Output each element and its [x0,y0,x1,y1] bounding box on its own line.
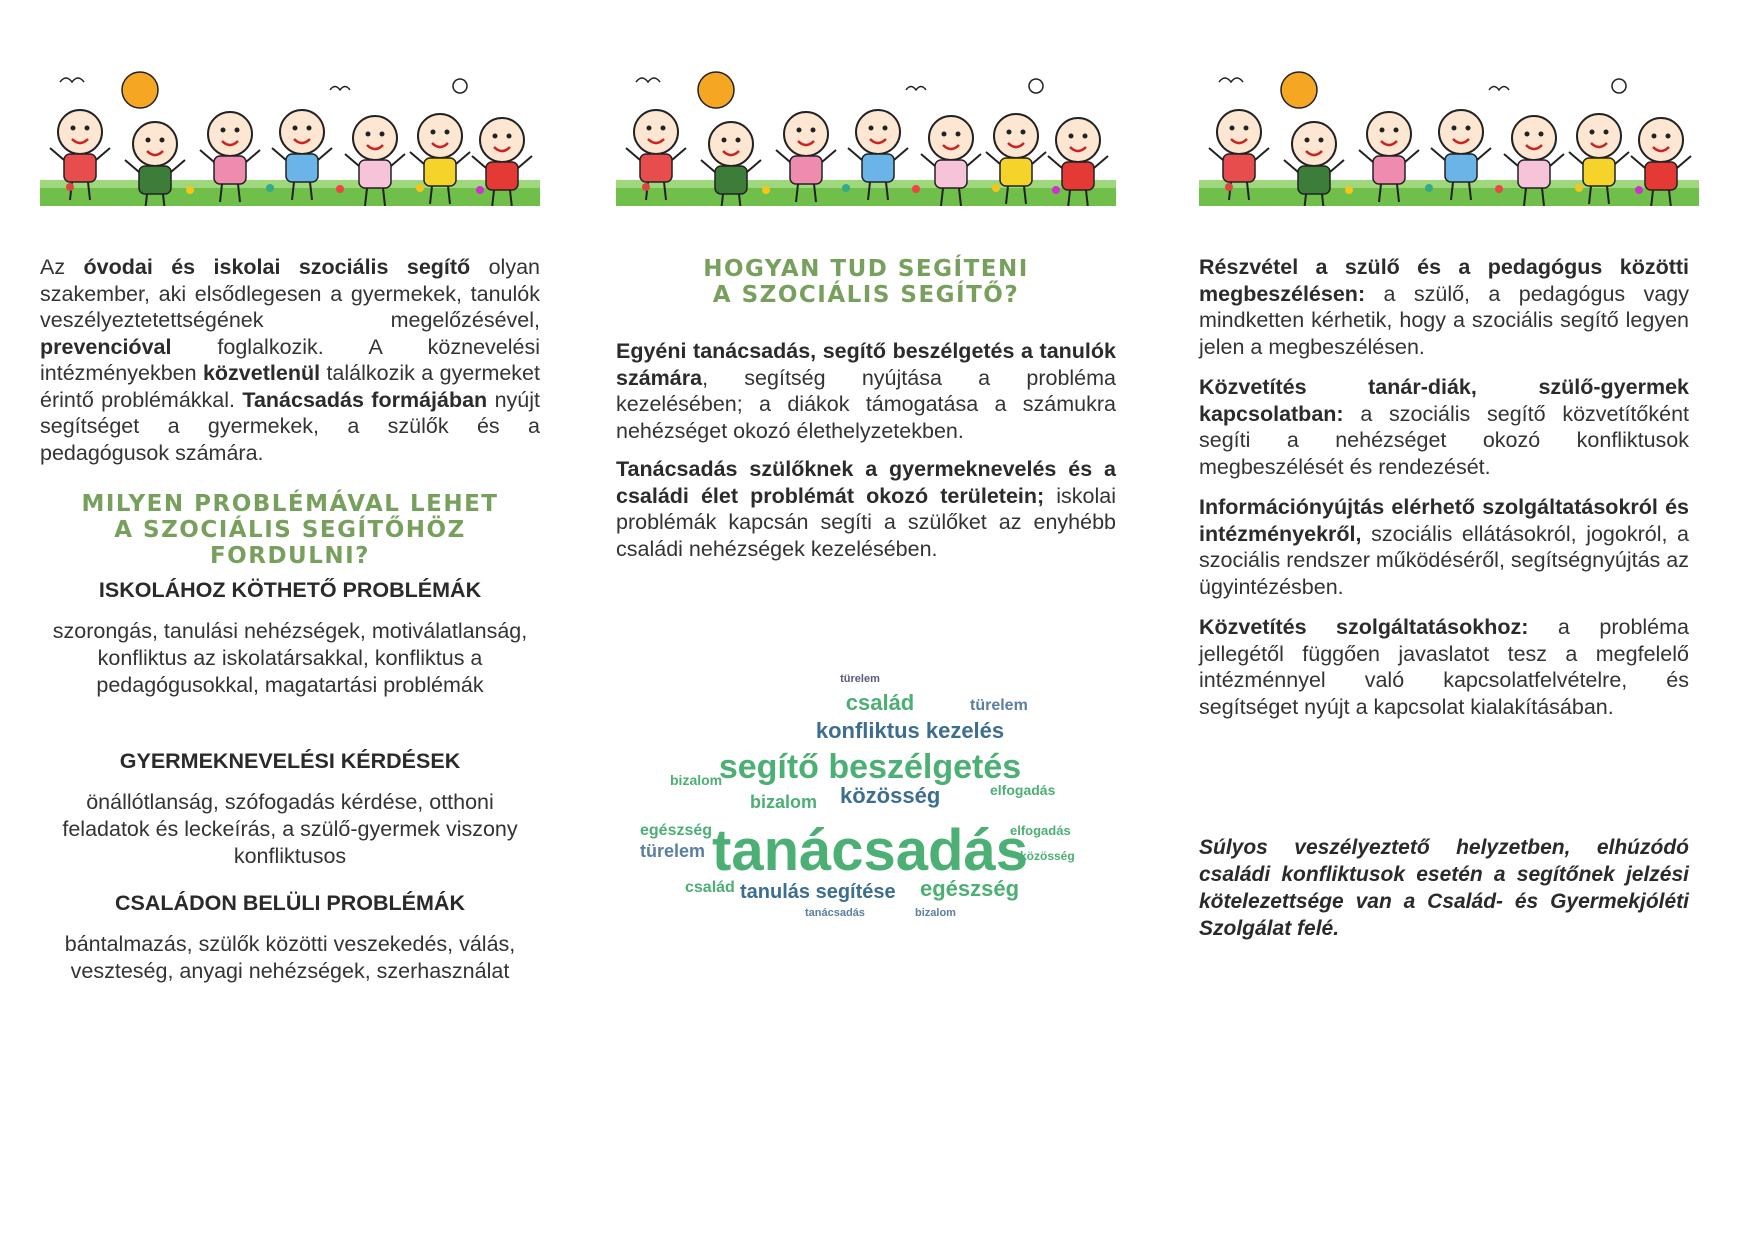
parent-counselling-paragraph: Tanácsadás szülőknek a gyermeknevelés és a családi élet problémát okozó területein; iskolai problémák kapcsán segíti a szülőket az enyhébb családi nehézségek kezelésében. [616,457,1116,561]
service-item: Részvétel a szülő és a pedagógus közötti megbeszélésen: a szülő, a pedagógus vagy mindketten kérhetik, hogy a szociális segítő legyen jelen a megbeszélésen. [1199,255,1689,359]
cloud-word: család [685,879,735,896]
middle-panel [616,0,1116,1240]
children-banner-image [616,62,1116,206]
section-text-parenting: önállótlanság, szófogadás kérdése, otthoni feladatok és leckeírás, a szülő-gyermek viszony konfliktusos [62,790,518,868]
right-panel [1199,0,1689,1240]
section-text-family: bántalmazás, szülők közötti veszekedés, válás, veszteség, anyagi nehézségek, szerhasználat [64,932,516,983]
services-list [1199,254,1689,734]
cloud-word: család [845,690,915,715]
cloud-word: bizalom [915,907,956,919]
service-item: Információnyújtás elérhető szolgáltatásokról és intézményekről, szociális ellátásokról, jogokról, a szociális rendszer működéséről, segítségnyújtás az ügyintézésben. [1199,495,1689,599]
section-title-family: CSALÁDON BELÜLI PROBLÉMÁK [115,891,465,915]
service-item: Közvetítés szolgáltatásokhoz: a probléma jellegétől függően javaslatot tesz a megfelelő intézménnyel való kapcsolatfelvételre, és segítséget nyújt a kapcsolat kialakításában. [1199,615,1689,719]
cloud-word: konfliktus kezelés [815,718,1005,743]
cloud-word: segítő beszélgetés [718,748,1022,786]
section-title-parenting: GYERMEKNEVELÉSI KÉRDÉSEK [119,749,461,773]
cloud-word: egészség [920,876,1020,901]
cloud-word: bizalom [670,772,723,788]
cloud-word: tanácsadás [805,907,865,919]
service-item: Közvetítés tanár-diák, szülő-gyermek kapcsolatban: a szociális segítő közvetítőként segíti a nehézséget okozó konfliktusok megbeszélését és rendezését. [1199,375,1689,479]
word-cloud [630,660,1100,920]
cloud-word: türelem [640,841,706,861]
cloud-word: egészség [640,822,713,839]
individual-counselling-paragraph: Egyéni tanácsadás, segítő beszélgetés a tanulók számára, segítség nyújtása a probléma kezelésében; a diákok támogatása a számukra nehézséget okozó élethelyzetekben. [616,339,1116,443]
cloud-word: elfogadás [1010,823,1071,838]
cloud-word: tanulás segítése [740,881,896,903]
left-panel [40,0,540,1240]
cloud-word: türelem [970,697,1028,714]
obligation-note: Súlyos veszélyeztető helyzetben, elhúzódó családi konfliktusok esetén a segítőnek jelzési kötelezettsége van a Család- és Gyermekjóléti Szolgálat felé. [1199,836,1689,940]
section-text-school: szorongás, tanulási nehézségek, motiválatlanság, konfliktus az iskolatársakkal, konfliktus a pedagógusokkal, magatartási problémák [52,619,528,697]
cloud-word: elfogadás [990,782,1056,798]
cloud-word: türelem [840,673,880,685]
cloud-word: közösség [840,783,941,808]
cloud-word: tanácsadás [712,818,1028,883]
children-banner-image [1199,62,1699,206]
how-heading: HOGYAN TUD SEGÍTENI A SZOCIÁLIS SEGÍTŐ? [703,256,1029,308]
cloud-word: közösség [1020,849,1075,863]
cloud-word: bizalom [750,792,818,812]
children-banner-image [40,62,540,206]
question-heading: MILYEN PROBLÉMÁVAL LEHET A SZOCIÁLIS SEGÍTŐHÖZ FORDULNI? [81,491,499,569]
intro-paragraph: Az óvodai és iskolai szociális segítő olyan szakember, aki elsődlegesen a gyermekek, tanulók veszélyeztetettségének megelőzésével, prevencióval foglalkozik. A köznevelési intézményekben közvetlenül találkozik a gyermeket érintő problémákkal. Tanácsadás formájában nyújt segítséget a gyermekek, a szülők és a pedagógusok számára. [40,255,540,465]
section-title-school: ISKOLÁHOZ KÖTHETŐ PROBLÉMÁK [98,578,482,602]
